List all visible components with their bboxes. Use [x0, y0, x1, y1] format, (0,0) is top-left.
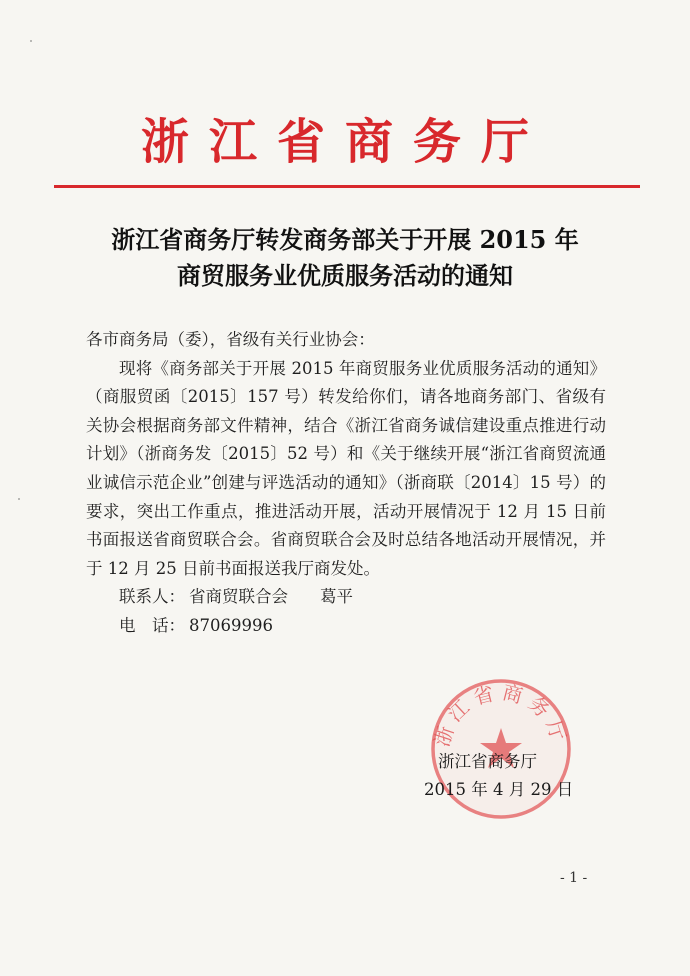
scan-speck [30, 40, 32, 42]
masthead-title: 浙江省商务厅 [140, 114, 549, 170]
title-line-2: 商贸服务业优质服务活动的通知 [177, 261, 513, 290]
contact-name: 葛平 [320, 587, 353, 607]
issuer-signature: 浙江省商务厅 [438, 752, 537, 771]
phone-line [86, 612, 606, 641]
red-divider-line [54, 185, 640, 188]
document-title [40, 222, 650, 294]
scan-speck [18, 498, 20, 500]
page-number: - 1 - [560, 870, 588, 886]
contact-label: 联系人： [119, 587, 185, 607]
main-paragraph: 现将《商务部关于开展 2015 年商贸服务业优质服务活动的通知》（商服贸函〔2015〕157 号）转发给你们，请各地商务部门、省级有关协会根据商务部文件精神，结合《浙江省商务诚信建设重点推进行动计划》（浙商务发〔2015〕52 号）和《关于继续开展“浙江省商贸流通业诚信示范企业”创建与评选活动的通知》（浙商联〔2014〕15 号）的要求，突出工作重点，推进活动开展，活动开展情况于 12 月 15 日前书面报送省商贸联合会。省商贸联合会及时总结各地活动开展情况，并于 12 月 25 日前书面报送我厅商发处。 [86, 358, 606, 578]
phone-label: 电 话： [119, 615, 185, 635]
contact-org: 省商贸联合会 [189, 587, 288, 607]
greeting: 各市商务局（委），省级有关行业协会： [86, 330, 375, 349]
title-line-1: 浙江省商务厅转发商务部关于开展 2015 年 [111, 225, 579, 254]
phone-value: 87069996 [189, 615, 273, 635]
contact-line [86, 583, 606, 612]
issue-date: 2015 年 4 月 29 日 [424, 780, 574, 799]
document-body [86, 326, 606, 641]
seal-text: 浙江省商务厅 [429, 679, 573, 750]
